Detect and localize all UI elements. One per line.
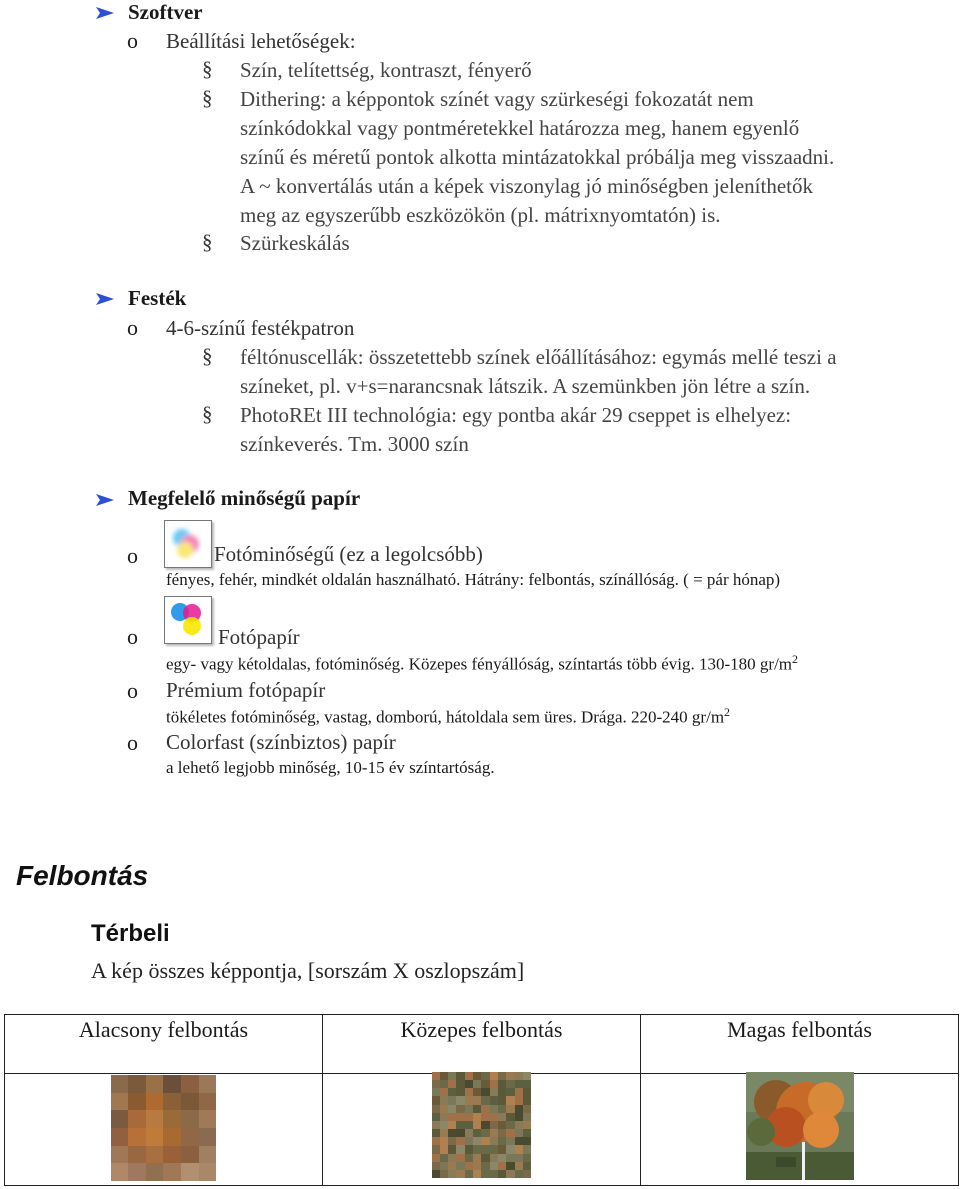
pixel (523, 1121, 531, 1129)
pixel (506, 1105, 514, 1113)
pixel (515, 1080, 523, 1088)
szoftver-item3: Szürkeskálás (240, 231, 350, 255)
o-bullet: o (127, 730, 138, 755)
section-bullet-icon: § (202, 86, 213, 110)
arrow-bullet-icon (96, 7, 114, 19)
o-bullet: o (127, 315, 138, 340)
pixel (481, 1088, 489, 1096)
pixel (111, 1093, 129, 1111)
pixel (481, 1105, 489, 1113)
pixel (523, 1113, 531, 1121)
pixel (448, 1080, 456, 1088)
pixel (490, 1170, 498, 1178)
pixel (111, 1128, 129, 1146)
section-bullet-icon: § (202, 230, 213, 254)
pixel (490, 1162, 498, 1170)
pixel (481, 1096, 489, 1104)
pixel (506, 1113, 514, 1121)
pixel (456, 1072, 464, 1080)
pixel (456, 1088, 464, 1096)
pixel (498, 1096, 506, 1104)
pixel (448, 1072, 456, 1080)
pixel (473, 1145, 481, 1153)
photo-paper-icon (164, 596, 212, 644)
pixel (432, 1162, 440, 1170)
pixel (146, 1093, 164, 1111)
pixel (515, 1129, 523, 1137)
pixel (128, 1128, 146, 1146)
pixel (456, 1096, 464, 1104)
pixel (465, 1145, 473, 1153)
pixel (163, 1110, 181, 1128)
pixel (163, 1146, 181, 1164)
pixel (498, 1088, 506, 1096)
pixel (498, 1113, 506, 1121)
section-bullet-icon: § (202, 344, 213, 368)
pixel (523, 1080, 531, 1088)
pixel (473, 1137, 481, 1145)
pixel (440, 1072, 448, 1080)
pixel (199, 1075, 217, 1093)
pixel (523, 1088, 531, 1096)
pixel (456, 1105, 464, 1113)
pixel (163, 1075, 181, 1093)
festek-a-line-2: színeket, pl. v+s=narancsnak látszik. A szemünkben jön létre a szín. (240, 374, 811, 398)
pixel (515, 1121, 523, 1129)
pixel (515, 1113, 523, 1121)
o-bullet: o (127, 543, 138, 568)
pixel (506, 1137, 514, 1145)
pixel (523, 1170, 531, 1178)
pixel (481, 1113, 489, 1121)
pixel (481, 1170, 489, 1178)
pixel (128, 1110, 146, 1128)
pixel (432, 1080, 440, 1088)
paper-item-desc-3: tökéletes fotóminőség, vastag, domború, hátoldala sem üres. Drága. 220-240 $gr/m^2$ (166, 705, 731, 727)
pixel (498, 1129, 506, 1137)
pixel (481, 1145, 489, 1153)
pixel (181, 1093, 199, 1111)
szoftver-item1: Szín, telítettség, kontraszt, fényerő (240, 58, 532, 82)
pixel (456, 1080, 464, 1088)
pixel (465, 1121, 473, 1129)
pixel (146, 1128, 164, 1146)
pixel (456, 1121, 464, 1129)
table-header-high: Magas felbontás (641, 1015, 959, 1074)
pixel (498, 1162, 506, 1170)
low-res-image (111, 1075, 217, 1181)
pixel (481, 1121, 489, 1129)
section-bullet-icon: § (202, 57, 213, 81)
pixel (448, 1121, 456, 1129)
pixel (199, 1110, 217, 1128)
paper-item-desc-1: fényes, fehér, mindkét oldalán használható. Hátrány: felbontás, színállóság. ( = pár hónap) (166, 570, 781, 589)
pixel (473, 1154, 481, 1162)
pixel (432, 1154, 440, 1162)
pixel (432, 1088, 440, 1096)
pixel (448, 1137, 456, 1145)
mid-res-image (432, 1072, 532, 1178)
dither-line-5: meg az egyszerűbb eszközökön (pl. mátrixnyomtatón) is. (240, 203, 721, 227)
o-bullet: o (127, 28, 138, 53)
pixel (448, 1088, 456, 1096)
pixel (473, 1129, 481, 1137)
pixel (490, 1080, 498, 1088)
pixel (515, 1105, 523, 1113)
pixel (506, 1154, 514, 1162)
pixel (465, 1154, 473, 1162)
pixel (465, 1088, 473, 1096)
pixel (490, 1129, 498, 1137)
pixel (432, 1113, 440, 1121)
pixel (456, 1154, 464, 1162)
pixel (506, 1170, 514, 1178)
section-bullet-icon: § (202, 402, 213, 426)
pixel (181, 1163, 199, 1181)
pixel (448, 1113, 456, 1121)
heading-felbontas: Felbontás (16, 860, 149, 891)
pixel (440, 1170, 448, 1178)
paper-item-desc-4: a lehető legjobb minőség, 10-15 év színtartóság. (166, 758, 495, 777)
pixel (481, 1072, 489, 1080)
pixel (506, 1162, 514, 1170)
pixel (465, 1113, 473, 1121)
pixel (481, 1129, 489, 1137)
pixel (448, 1162, 456, 1170)
pixel (523, 1096, 531, 1104)
pixel (440, 1121, 448, 1129)
pixel (498, 1072, 506, 1080)
pixel (440, 1080, 448, 1088)
pixel (456, 1170, 464, 1178)
pixel (506, 1072, 514, 1080)
pixel (128, 1075, 146, 1093)
pixel (498, 1154, 506, 1162)
pixel (432, 1145, 440, 1153)
pixel (448, 1096, 456, 1104)
szoftver-sub: Beállítási lehetőségek: (166, 29, 356, 53)
paper-item-desc-2: egy- vagy kétoldalas, fotóminőség. Közepes fényállóság, színtartás több évig. 130-180 $gr/m^2$ (166, 652, 799, 674)
pixel (448, 1105, 456, 1113)
pixel (448, 1170, 456, 1178)
pixel (490, 1113, 498, 1121)
pixel (465, 1080, 473, 1088)
pixel (181, 1128, 199, 1146)
heading-papir: Megfelelő minőségű papír (128, 486, 361, 510)
paper-item-name-1: Fotóminőségű (ez a legolcsóbb) (214, 542, 483, 566)
pixel (181, 1075, 199, 1093)
pixel (128, 1093, 146, 1111)
pixel (465, 1162, 473, 1170)
pixel (498, 1105, 506, 1113)
pixel (448, 1129, 456, 1137)
pixel (163, 1093, 181, 1111)
pixel (523, 1162, 531, 1170)
pixel (506, 1121, 514, 1129)
pixel (515, 1162, 523, 1170)
pixel (515, 1145, 523, 1153)
paper-item-name-4: Colorfast (színbiztos) papír (166, 730, 396, 754)
pixel (432, 1121, 440, 1129)
pixel (465, 1105, 473, 1113)
pixel (506, 1145, 514, 1153)
dither-line-4: A ~ konvertálás után a képek viszonylag jó minőségben jeleníthetők (240, 174, 813, 198)
pixel (490, 1072, 498, 1080)
pixel (490, 1137, 498, 1145)
pixel (481, 1154, 489, 1162)
pixel (473, 1072, 481, 1080)
pixel (473, 1170, 481, 1178)
pixel (163, 1128, 181, 1146)
pixel (506, 1129, 514, 1137)
paper-item-name-2: Fotópapír (218, 625, 300, 649)
pixel (456, 1113, 464, 1121)
pixel (473, 1088, 481, 1096)
pixel (523, 1129, 531, 1137)
dither-line-3: színű és méretű pontok alkotta mintázatokkal próbálja meg visszaadni. (240, 145, 835, 169)
pixel (199, 1146, 217, 1164)
pixel (111, 1075, 129, 1093)
pixel (498, 1170, 506, 1178)
pixel (473, 1105, 481, 1113)
pixel (146, 1146, 164, 1164)
festek-b-line-1: PhotoREt III technológia: egy pontba akár 29 cseppet is elhelyez: (240, 403, 792, 427)
pixel (199, 1163, 217, 1181)
pixel (481, 1137, 489, 1145)
pixel (498, 1137, 506, 1145)
pixel (440, 1137, 448, 1145)
pixel (432, 1137, 440, 1145)
pixel (146, 1075, 164, 1093)
heading-szoftver: Szoftver (128, 0, 203, 24)
pixel (515, 1088, 523, 1096)
pixel (473, 1121, 481, 1129)
pixel (199, 1093, 217, 1111)
pixel (440, 1154, 448, 1162)
pixel (465, 1129, 473, 1137)
arrow-bullet-icon (96, 293, 114, 305)
dither-line-2: színkódokkal vagy pontméretekkel határozza meg, hanem egyenlő (240, 116, 800, 140)
pixel (146, 1110, 164, 1128)
pixel (523, 1145, 531, 1153)
pixel (473, 1080, 481, 1088)
pixel (448, 1154, 456, 1162)
pixel (515, 1154, 523, 1162)
pixel (473, 1096, 481, 1104)
pixel (432, 1170, 440, 1178)
dither-line-1: Dithering: a képpontok színét vagy szürkeségi fokozatát nem (240, 87, 754, 111)
pixel (473, 1162, 481, 1170)
paper-item-name-3: Prémium fotópapír (166, 678, 326, 702)
pixel (146, 1163, 164, 1181)
high-res-cell (641, 1074, 959, 1186)
o-bullet: o (127, 624, 138, 649)
heading-festek: Festék (128, 286, 187, 310)
pixel (515, 1096, 523, 1104)
pixel (181, 1146, 199, 1164)
festek-sub: 4-6-színű festékpatron (166, 316, 355, 340)
pixel (515, 1072, 523, 1080)
table-header-mid: Közepes felbontás (323, 1015, 641, 1074)
pixel (456, 1162, 464, 1170)
pixel (111, 1110, 129, 1128)
pixel (523, 1105, 531, 1113)
pixel (440, 1113, 448, 1121)
pixel (456, 1145, 464, 1153)
pixel (506, 1080, 514, 1088)
pixel (481, 1162, 489, 1170)
pixel (490, 1154, 498, 1162)
resolution-table (4, 1014, 959, 1186)
pixel (111, 1163, 129, 1181)
pixel (490, 1088, 498, 1096)
pixel (432, 1129, 440, 1137)
pixel (473, 1113, 481, 1121)
pixel (523, 1072, 531, 1080)
pixel (456, 1137, 464, 1145)
pixel (440, 1105, 448, 1113)
pixel (440, 1145, 448, 1153)
pixel (181, 1110, 199, 1128)
pixel (440, 1129, 448, 1137)
pixel (498, 1145, 506, 1153)
pixel (490, 1105, 498, 1113)
pixel (128, 1146, 146, 1164)
festek-b-line-2: színkeverés. Tm. 3000 szín (240, 432, 469, 456)
mid-res-cell (323, 1074, 641, 1186)
pixel (465, 1096, 473, 1104)
pixel (465, 1072, 473, 1080)
pixel (440, 1096, 448, 1104)
pixel (498, 1080, 506, 1088)
pixel (199, 1128, 217, 1146)
pixel (523, 1154, 531, 1162)
pixel (523, 1137, 531, 1145)
pixel (432, 1105, 440, 1113)
photo-quality-paper-icon (164, 520, 212, 568)
pixel (456, 1129, 464, 1137)
o-bullet: o (127, 678, 138, 703)
pixel (440, 1162, 448, 1170)
pixel (432, 1096, 440, 1104)
pixel (432, 1072, 440, 1080)
arrow-bullet-icon (96, 494, 114, 506)
low-res-cell (5, 1074, 323, 1186)
pixel (490, 1096, 498, 1104)
pixel (465, 1170, 473, 1178)
subheading-terbeli: Térbeli (91, 920, 170, 947)
pixel (515, 1137, 523, 1145)
pixel (506, 1088, 514, 1096)
pixel (506, 1096, 514, 1104)
pixel (481, 1080, 489, 1088)
pixel (448, 1145, 456, 1153)
pixel (490, 1145, 498, 1153)
pixel (111, 1146, 129, 1164)
pixel (163, 1163, 181, 1181)
table-header-low: Alacsony felbontás (5, 1015, 323, 1074)
high-res-image (746, 1072, 854, 1180)
pixel (490, 1121, 498, 1129)
festek-a-line-1: féltónuscellák: összetettebb színek előállításához: egymás mellé teszi a (240, 345, 837, 369)
pixel (515, 1170, 523, 1178)
pixel (498, 1121, 506, 1129)
pixel (128, 1163, 146, 1181)
pixel (440, 1088, 448, 1096)
pixel (465, 1137, 473, 1145)
felbontas-desc: A kép összes képpontja, [sorszám X oszlopszám] (91, 958, 525, 983)
